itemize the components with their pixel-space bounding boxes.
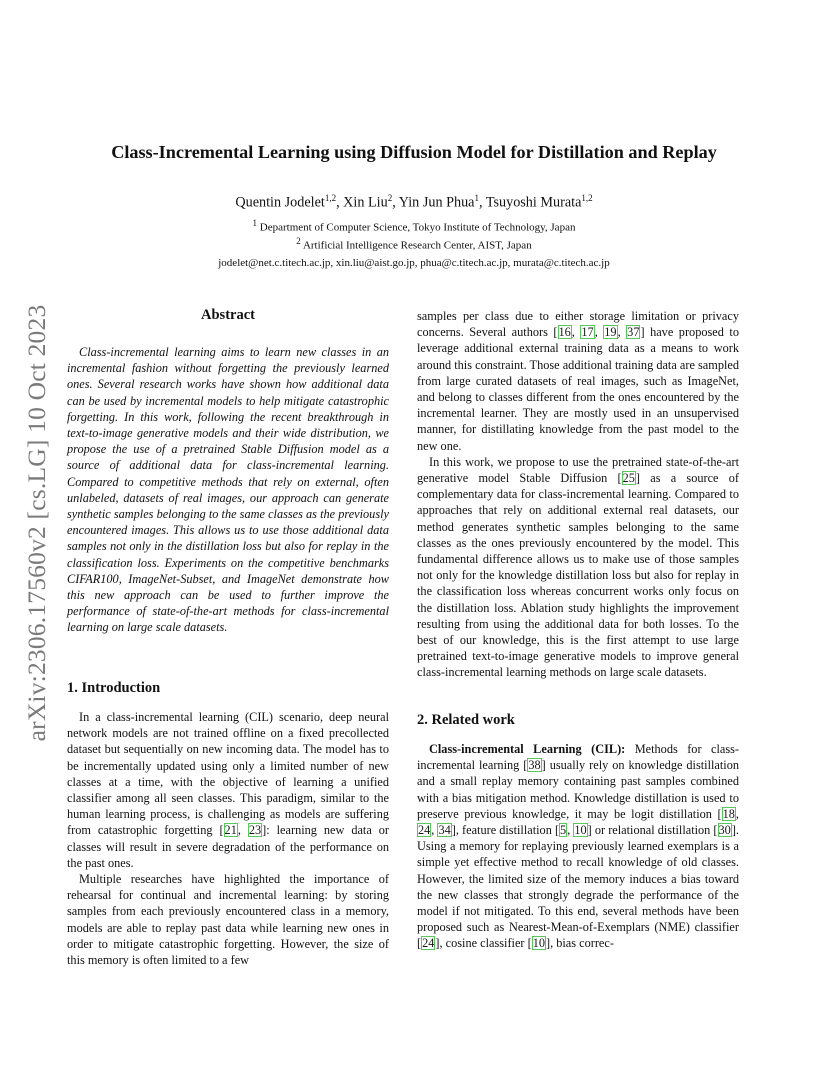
citation-link[interactable]: 23	[248, 823, 262, 838]
affiliation-text: Artificial Intelligence Research Center, AIST, Japan	[302, 239, 532, 252]
citation-link[interactable]: 25	[622, 471, 635, 486]
author-emails: jodelet@net.c.titech.ac.jp, xin.liu@aist.go.jp, phua@c.titech.ac.jp, murata@c.titech.ac.jp	[218, 257, 610, 269]
arxiv-side-identifier	[20, 290, 54, 755]
abstract-heading: Abstract	[201, 307, 255, 323]
citation-link[interactable]: 10	[574, 823, 587, 838]
author-list: Quentin Jodelet$^{1,2}$, Xin Liu$^2$, Yin Jun Phua$^1$, Tsuyoshi Murata$^{1,2}$	[235, 193, 593, 211]
abstract-body	[67, 344, 389, 636]
author-name: Tsuyoshi Murata	[485, 194, 582, 211]
body-text: Methods for class-incremental learning [	[417, 742, 739, 773]
citation-link[interactable]: 38	[528, 758, 541, 773]
body-text: ], cosine classifier [	[435, 936, 532, 951]
paper-title: Class-Incremental Learning using Diffusion Model for Distillation and Replay	[111, 142, 717, 162]
citation-link[interactable]: 24	[422, 936, 435, 951]
citation-link[interactable]: 5	[560, 823, 567, 838]
author-affiliation-marker: 2	[387, 193, 393, 203]
citation-link[interactable]: 30	[718, 823, 731, 838]
intro-paragraph-3: samples per class due to either storage limitation or privacy concerns. Several authors [16, 17, 19, 37] have proposed to leverage additional external training data as a means to work around this constraint. Those additional training data are sampled from large curated datasets of real images, such as ImageNet, and belong to classes different from the ones encountered by the incremental learner. They are mostly used in an unsupervised manner, for distillating knowledge from the past model to the new one.	[417, 309, 739, 453]
arxiv-identifier-text: arXiv:2306.17560v2 [cs.LG] 10 Oct 2023	[22, 304, 51, 741]
body-text: In this work, we propose to use the pretrained state-of-the-art generative model Stable Diffusion [	[417, 454, 739, 486]
body-text: ,	[237, 823, 248, 838]
body-text: samples per class due to either storage limitation or privacy concerns. Several authors [	[417, 309, 739, 340]
intro-paragraph-2: Multiple researches have highlighted the importance of rehearsal for continual and incremental learning: by storing samples from each previously encountered class in a memory, models are able to replay past data while learning new ones in order to mitigate catastrophic forgetting. However, the size of this memory is often limited to a few	[67, 872, 389, 968]
body-text: ], feature distillation [	[451, 823, 560, 838]
citation-link[interactable]: 16	[558, 325, 571, 340]
author-name: Yin Jun Phua	[398, 194, 475, 211]
paragraph-lead: Class-incremental Learning (CIL):	[429, 742, 626, 756]
body-text: ]: learning new data or classes will result in severe degradation of the performance on the past ones.	[67, 823, 389, 870]
body-text: ] have proposed to leverage additional external training data as a means to work around this constraint. Those additional training data are sampled from large curated datasets of real images, such as ImageNet, and belong to classes different from the ones encountered by the incremental learner. They are mostly used in an unsupervised manner, for distillating knowledge from the past model to the new one.	[417, 325, 739, 453]
citation-link[interactable]: 24	[418, 823, 431, 838]
author-name: Xin Liu	[343, 194, 388, 211]
body-text: ], bias correc-	[546, 936, 614, 951]
intro-paragraph-1	[67, 709, 389, 871]
citation-link[interactable]: 34	[438, 823, 451, 838]
body-text: ] or relational distillation [	[587, 823, 718, 838]
citation-link[interactable]: 17	[581, 325, 594, 340]
affiliation-2	[60, 236, 768, 252]
affiliation-text: Department of Computer Science, Tokyo Institute of Technology, Japan	[259, 221, 576, 234]
citation-link[interactable]: 37	[627, 325, 640, 340]
body-text: ] usually rely on knowledge distillation and a small replay memory containing past samples combined with a bias mitigation method. Knowledge distillation is used to preserve previous knowledge, it may be logit distillation [	[417, 758, 739, 821]
citation-link[interactable]: 10	[532, 936, 545, 951]
body-text: ]. Using a memory for replaying previously learned exemplars is a simple yet effective method to recall knowledge of old classes. However, the limited size of the memory induces a bias toward the new classes that strongly degrade the performance of the model if not mitigated. To this end, several methods have been proposed such as Nearest-Mean-of-Exemplars (NME) classifier [	[417, 823, 739, 951]
author-affiliation-marker: 1,2	[581, 193, 593, 203]
affiliation-1	[60, 218, 768, 234]
citation-link[interactable]: 21	[224, 823, 237, 838]
introduction-heading: 1. Introduction	[67, 680, 161, 696]
related-paragraph-1: Class-incremental Learning (CIL): Methods for class-incremental learning [38] usually rely on knowledge distillation and a small replay memory containing past samples combined with a bias mitigation method. Knowledge distillation is used to preserve previous knowledge, it may be logit distillation [18, 24, 34], feature distillation [5, 10] or relational distillation [30]. Using a memory for replaying previously learned exemplars is a simple yet effective method to recall knowledge of old classes. However, the limited size of the memory induces a bias toward the new classes that strongly degrade the performance of the model if not mitigated. To this end, several methods have been proposed such as Nearest-Mean-of-Exemplars (NME) classifier [24], cosine classifier [10], bias correc-	[417, 742, 739, 951]
intro-paragraph-4	[417, 454, 739, 681]
author-name: Quentin Jodelet	[235, 194, 325, 211]
introduction-body	[67, 709, 389, 968]
introduction-continued	[417, 308, 739, 681]
affiliation-number: 2	[296, 236, 301, 246]
abstract-paragraph: Class-incremental learning aims to learn new classes in an incremental fashion without forgetting the previously learned ones. Several research works have shown how additional data can be used by incremental models to help mitigate catastrophic forgetting. In this work, following the recent breakthrough in text-to-image generative models and their wide distribution, we propose the use of a pretrained Stable Diffusion model as a source of additional data for class-incremental learning. Compared to competitive methods that rely on external, often unlabeled, datasets of real images, our approach can generate synthetic samples belonging to the same classes as the previously encountered images. This allows us to use those additional data samples not only in the distillation loss but also for replay in the classification loss. Experiments on the competitive benchmarks CIFAR100, ImageNet-Subset, and ImageNet demonstrate how this new approach can be used to further improve the performance of state-of-the-art methods for class-incremental learning on large scale datasets.	[67, 345, 389, 635]
author-affiliation-marker: 1,2	[324, 193, 337, 203]
author-affiliation-marker: 1	[474, 193, 479, 203]
body-text: ] as a source of complementary data for class-incremental learning. Compared to approaches that rely on additional external real datasets, our method generates synthetic samples belonging to the same classes as the ones previously encountered by the model. This fundamental difference allows us to make use of those samples not only for the knowledge distillation loss but also for replay in the classification loss whereas concurrent works only focus on the distillation loss. Ablation study highlights the improvement resulting from using the additional data for both losses. To the best of our knowledge, this is the first attempt to use large pretrained text-to-image generative models to improve general class-incremental learning methods on large scale datasets.	[417, 471, 739, 680]
related-work-body	[417, 741, 739, 952]
citation-link[interactable]: 19	[604, 325, 617, 340]
related-work-heading: 2. Related work	[417, 712, 515, 728]
body-text: In a class-incremental learning (CIL) scenario, deep neural network models are not trained offline on a fixed precollected dataset but sequentially on new incoming data. The model has to be incrementally updated using only a limited number of new classes at a time, with the objective of learning a unified classifier among all seen classes. This paradigm, similar to the human learning process, is challenging as models are suffering from catastrophic forgetting [	[67, 710, 389, 838]
affiliation-number: 1	[252, 218, 258, 228]
citation-link[interactable]: 18	[722, 806, 735, 821]
